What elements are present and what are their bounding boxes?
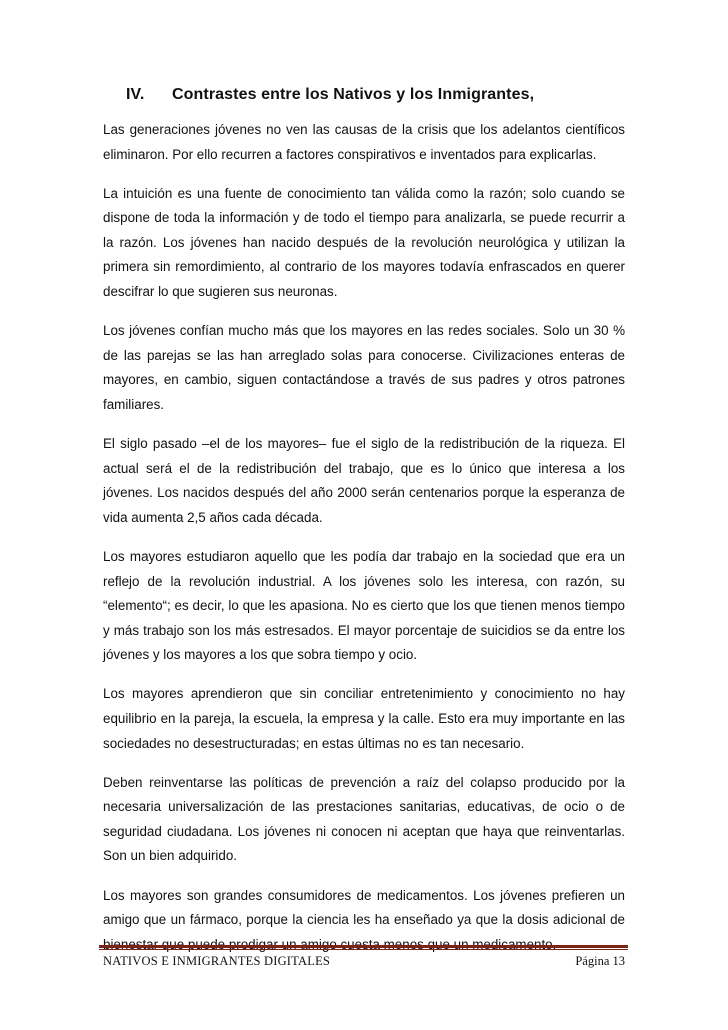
footer-document-title: NATIVOS E INMIGRANTES DIGITALES [103, 954, 331, 968]
paragraph: El siglo pasado –el de los mayores– fue el siglo de la redistribución de la riqueza. El actual será el de la redistribución del trabajo, que es lo único que interesa a los jóvenes. Los nacidos después del año 2000 serán centenarios porque la esperanza de vida aumenta 2,5 años cada década. [103, 436, 625, 525]
body-text [103, 118, 625, 972]
section-title: Contrastes entre los Nativos y los Inmigrantes, [172, 86, 535, 103]
paragraph: La intuición es una fuente de conocimiento tan válida como la razón; solo cuando se dispone de toda la información y de todo el tiempo para analizarla, se puede recurrir a la razón. Los jóvenes han nacido después de la revolución neurológica y utilizan la primera sin remordimiento, al contrario de los mayores todavía enfrascados en querer descifrar lo que sugieren sus neuronas. [103, 185, 625, 300]
section-number: IV. [126, 86, 145, 103]
paragraph: Los mayores estudiaron aquello que les podía dar trabajo en la sociedad que era un reflejo de la revolución industrial. A los jóvenes solo les interesa, con razón, su “elemento“; es decir, lo que les apasiona. No es cierto que los que tienen menos tiempo y más trabajo son los más estresados. El mayor porcentaje de suicidios se da entre los jóvenes y los mayores a los que sobra tiempo y ocio. [103, 548, 625, 663]
paragraph: Los mayores aprendieron que sin conciliar entretenimiento y conocimiento no hay equilibrio en la pareja, la escuela, la empresa y la calle. Esto era muy importante en las sociedades no desestructuradas; en estas últimas no es tan necesario. [103, 686, 625, 751]
section-heading [126, 86, 534, 104]
footer-page-number: Página 13 [575, 954, 625, 968]
paragraph: Los jóvenes confían mucho más que los mayores en las redes sociales. Solo un 30 % de las parejas se las han arreglado solas para conocerse. Civilizaciones enteras de mayores, en cambio, siguen contactándose a través de sus padres y otros patrones familiares. [103, 323, 625, 412]
footer-rule-thick [99, 945, 628, 948]
paragraph: Deben reinventarse las políticas de prevención a raíz del colapso producido por la necesaria universalización de las prestaciones sanitarias, educativas, de ocio o de seguridad ciudadana. Los jóvenes ni conocen ni aceptan que haya que reinventarlas. Son un bien adquirido. [103, 774, 625, 864]
paragraph: Las generaciones jóvenes no ven las causas de la crisis que los adelantos científicos eliminaron. Por ello recurren a factores conspirativos e inventados para explicarlas. [103, 122, 625, 162]
paragraph: Los mayores son grandes consumidores de medicamentos. Los jóvenes prefieren un amigo que un fármaco, porque la ciencia les ha enseñado ya que la dosis adicional de [103, 887, 625, 928]
footer-rule-thin [99, 949, 628, 950]
